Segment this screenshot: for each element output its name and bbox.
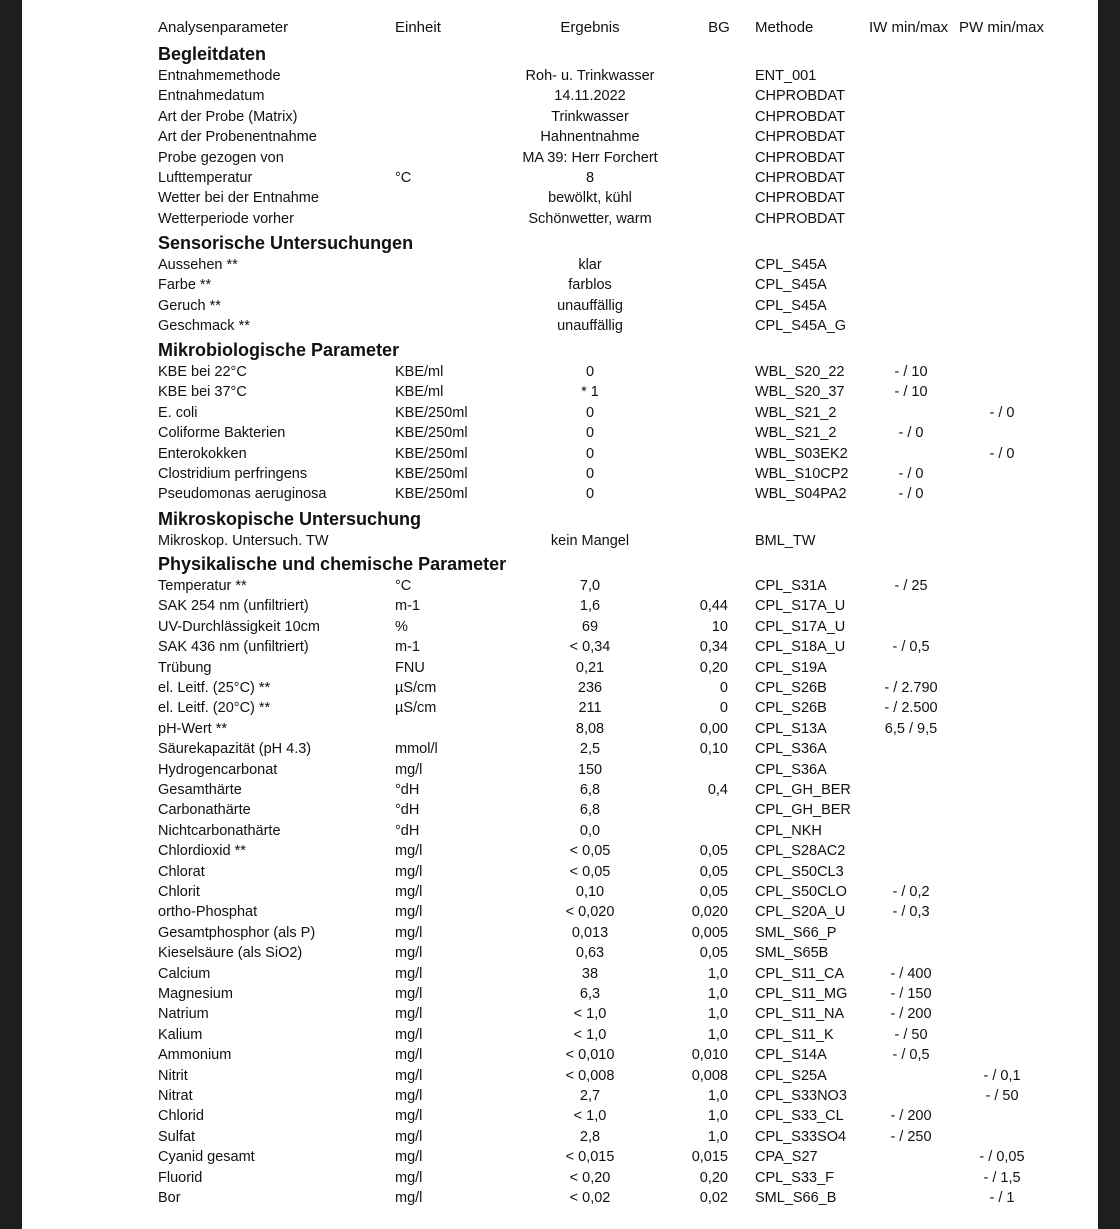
cell-result: < 0,20 [569, 1170, 611, 1186]
cell-result: Roh- u. Trinkwasser [525, 68, 655, 84]
section-title: Mikrobiologische Parameter [158, 340, 400, 360]
cell-result: bewölkt, kühl [548, 190, 632, 206]
cell-method: CPL_S17A_U [755, 619, 846, 635]
cell-iw: - / 400 [890, 966, 932, 982]
cell-parameter: Ammonium [158, 1047, 232, 1063]
header-pw: PW min/max [959, 19, 1045, 36]
cell-unit: mg/l [395, 1047, 423, 1063]
cell-parameter: Geruch ** [158, 298, 221, 314]
cell-result: kein Mangel [550, 533, 630, 549]
cell-iw: - / 10 [894, 364, 928, 380]
cell-method: CHPROBDAT [755, 109, 845, 125]
cell-result: MA 39: Herr Forchert [522, 150, 658, 166]
cell-parameter: SAK 254 nm (unfiltriert) [158, 598, 309, 614]
cell-method: CPL_S31A [755, 578, 827, 594]
cell-iw: - / 0,5 [892, 639, 930, 655]
cell-unit: mg/l [395, 1129, 423, 1145]
cell-method: CPL_S28AC2 [755, 843, 846, 859]
cell-iw: - / 0 [898, 425, 924, 441]
cell-bg: 1,0 [707, 1088, 728, 1104]
cell-parameter: Pseudomonas aeruginosa [158, 486, 327, 502]
cell-result: 2,8 [579, 1129, 601, 1145]
cell-method: CPL_S36A [755, 762, 827, 778]
cell-method: WBL_S21_2 [755, 405, 837, 421]
section-title: Physikalische und chemische Parameter [158, 554, 507, 574]
cell-parameter: Trübung [158, 660, 212, 676]
cell-parameter: Hydrogencarbonat [158, 762, 278, 778]
cell-method: CPL_S36A [755, 741, 827, 757]
cell-unit: m-1 [395, 639, 420, 655]
cell-iw: - / 10 [894, 384, 928, 400]
cell-bg: 0,20 [699, 1170, 728, 1186]
cell-unit: KBE/250ml [395, 425, 468, 441]
cell-parameter: el. Leitf. (25°C) ** [158, 680, 271, 696]
cell-parameter: Natrium [158, 1006, 209, 1022]
cell-result: 0,63 [575, 945, 605, 961]
cell-result: 0,10 [575, 884, 605, 900]
cell-parameter: Sulfat [158, 1129, 196, 1145]
cell-method: CPL_S50CLO [755, 884, 847, 900]
cell-parameter: Temperatur ** [158, 578, 247, 594]
cell-method: SML_S66_P [755, 925, 837, 941]
cell-pw: - / 1 [989, 1190, 1015, 1206]
cell-method: CPL_S11_CA [755, 966, 845, 982]
cell-parameter: pH-Wert ** [158, 721, 228, 737]
cell-unit: mmol/l [395, 741, 438, 757]
cell-result: < 1,0 [573, 1027, 607, 1043]
cell-bg: 0,020 [691, 904, 728, 920]
cell-bg: 1,0 [707, 1108, 728, 1124]
cell-result: unauffällig [557, 318, 623, 334]
cell-unit: mg/l [395, 945, 423, 961]
cell-method: CPL_S20A_U [755, 904, 846, 920]
cell-pw: - / 0,05 [979, 1149, 1025, 1165]
cell-method: CPL_S45A_G [755, 318, 847, 334]
cell-parameter: Magnesium [158, 986, 233, 1002]
cell-unit: FNU [395, 660, 425, 676]
cell-method: CPL_S45A [755, 277, 827, 293]
cell-method: CPL_GH_BER [755, 782, 851, 798]
cell-unit: mg/l [395, 1108, 423, 1124]
header-method: Methode [755, 19, 814, 36]
cell-method: CPL_S45A [755, 257, 827, 273]
cell-unit: mg/l [395, 904, 423, 920]
cell-bg: 0,015 [691, 1149, 728, 1165]
cell-method: CPL_NKH [755, 823, 822, 839]
cell-result: 0 [585, 425, 595, 441]
cell-method: CPL_S50CL3 [755, 864, 844, 880]
header-unit: Einheit [395, 19, 441, 36]
cell-bg: 0,05 [699, 843, 728, 859]
cell-bg: 0,05 [699, 884, 728, 900]
cell-result: 1,6 [579, 598, 601, 614]
cell-unit: mg/l [395, 1006, 423, 1022]
cell-parameter: Farbe ** [158, 277, 212, 293]
cell-parameter: Lufttemperatur [158, 170, 253, 186]
cell-parameter: Chlorat [158, 864, 205, 880]
cell-method: CPL_S33_F [755, 1170, 834, 1186]
cell-result: 236 [577, 680, 603, 696]
cell-result: 14.11.2022 [554, 88, 626, 104]
cell-result: 0 [585, 405, 595, 421]
cell-result: 0 [585, 466, 595, 482]
cell-unit: KBE/250ml [395, 466, 468, 482]
cell-parameter: Gesamtphosphor (als P) [158, 925, 316, 941]
cell-iw: - / 2.500 [884, 700, 938, 716]
cell-parameter: Nitrit [158, 1068, 188, 1084]
cell-result: 0 [585, 364, 595, 380]
cell-unit: mg/l [395, 864, 423, 880]
cell-iw: - / 0,5 [892, 1047, 930, 1063]
cell-parameter: Calcium [158, 966, 211, 982]
cell-unit: mg/l [395, 1190, 423, 1206]
cell-parameter: Carbonathärte [158, 802, 251, 818]
cell-bg: 0,4 [707, 782, 728, 798]
cell-bg: 0,008 [691, 1068, 728, 1084]
cell-result: < 0,008 [565, 1068, 615, 1084]
cell-parameter: el. Leitf. (20°C) ** [158, 700, 271, 716]
cell-result: 0 [585, 486, 595, 502]
cell-unit: µS/cm [395, 700, 437, 716]
cell-bg: 1,0 [707, 1027, 728, 1043]
cell-unit: mg/l [395, 1170, 423, 1186]
cell-method: CHPROBDAT [755, 88, 845, 104]
cell-bg: 0,05 [699, 864, 728, 880]
cell-result: 38 [581, 966, 599, 982]
cell-method: WBL_S04PA2 [755, 486, 847, 502]
cell-parameter: Mikroskop. Untersuch. TW [158, 533, 329, 549]
cell-result: < 0,010 [565, 1047, 615, 1063]
cell-parameter: Geschmack ** [158, 318, 250, 334]
cell-method: CPL_S11_MG [755, 986, 848, 1002]
cell-parameter: Probe gezogen von [158, 150, 284, 166]
cell-iw: - / 0,3 [892, 904, 930, 920]
cell-method: ENT_001 [755, 68, 817, 84]
cell-parameter: Aussehen ** [158, 257, 238, 273]
cell-result: 150 [577, 762, 603, 778]
cell-result: klar [578, 257, 602, 273]
cell-unit: KBE/250ml [395, 405, 468, 421]
cell-parameter: Kieselsäure (als SiO2) [158, 945, 303, 961]
cell-bg: 0,20 [699, 660, 728, 676]
cell-bg: 10 [711, 619, 728, 635]
cell-result: * 1 [581, 384, 599, 400]
cell-bg: 0,44 [699, 598, 728, 614]
cell-parameter: Chlorid [158, 1108, 204, 1124]
cell-unit: mg/l [395, 1149, 423, 1165]
cell-unit: °C [395, 170, 412, 186]
cell-unit: % [395, 619, 408, 635]
cell-method: CPL_S33SO4 [755, 1129, 847, 1145]
cell-parameter: Art der Probenentnahme [158, 129, 317, 145]
cell-result: 6,8 [579, 802, 601, 818]
cell-result: < 0,05 [569, 864, 611, 880]
cell-parameter: Entnahmemethode [158, 68, 281, 84]
cell-method: SML_S66_B [755, 1190, 837, 1206]
cell-iw: 6,5 / 9,5 [884, 721, 938, 737]
cell-unit: mg/l [395, 843, 423, 859]
cell-parameter: Fluorid [158, 1170, 203, 1186]
cell-iw: - / 0 [898, 466, 924, 482]
cell-unit: mg/l [395, 762, 423, 778]
cell-unit: mg/l [395, 986, 423, 1002]
header-bg: BG [708, 19, 730, 36]
cell-iw: - / 25 [894, 578, 928, 594]
cell-result: Schönwetter, warm [528, 211, 652, 227]
cell-parameter: Cyanid gesamt [158, 1149, 255, 1165]
cell-method: WBL_S10CP2 [755, 466, 849, 482]
cell-bg: 1,0 [707, 966, 728, 982]
cell-result: 6,3 [579, 986, 601, 1002]
cell-method: CHPROBDAT [755, 170, 845, 186]
cell-result: 69 [581, 619, 599, 635]
cell-bg: 1,0 [707, 1129, 728, 1145]
cell-result: < 0,020 [565, 904, 615, 920]
cell-unit: KBE/ml [395, 364, 444, 380]
cell-method: CPL_GH_BER [755, 802, 851, 818]
cell-parameter: Nichtcarbonathärte [158, 823, 281, 839]
cell-method: WBL_S21_2 [755, 425, 837, 441]
cell-pw: - / 1,5 [983, 1170, 1021, 1186]
cell-result: < 0,34 [569, 639, 611, 655]
cell-parameter: Wetter bei der Entnahme [158, 190, 319, 206]
cell-bg: 0,02 [699, 1190, 728, 1206]
cell-result: farblos [568, 277, 612, 293]
cell-iw: - / 0 [898, 486, 924, 502]
section-title: Sensorische Untersuchungen [158, 233, 414, 253]
cell-method: BML_TW [755, 533, 816, 549]
cell-parameter: Coliforme Bakterien [158, 425, 286, 441]
cell-parameter: UV-Durchlässigkeit 10cm [158, 619, 320, 635]
cell-result: Hahnentnahme [540, 129, 640, 145]
cell-result: 0 [585, 446, 595, 462]
cell-parameter: Art der Probe (Matrix) [158, 109, 298, 125]
cell-parameter: Entnahmedatum [158, 88, 265, 104]
cell-result: 0,013 [571, 925, 609, 941]
cell-method: CPL_S45A [755, 298, 827, 314]
cell-result: 7,0 [579, 578, 601, 594]
section-title: Begleitdaten [158, 44, 267, 64]
cell-pw: - / 0 [989, 405, 1015, 421]
cell-parameter: Wetterperiode vorher [158, 211, 294, 227]
cell-unit: mg/l [395, 1027, 423, 1043]
cell-unit: KBE/ml [395, 384, 444, 400]
cell-bg: 0 [719, 680, 728, 696]
cell-parameter: Chlordioxid ** [158, 843, 246, 859]
report-page [22, 0, 1098, 1229]
cell-iw: - / 200 [890, 1108, 932, 1124]
cell-method: CPL_S13A [755, 721, 827, 737]
cell-bg: 0 [719, 700, 728, 716]
cell-bg: 0,010 [691, 1047, 728, 1063]
cell-unit: mg/l [395, 966, 423, 982]
cell-pw: - / 0,1 [983, 1068, 1021, 1084]
cell-result: unauffällig [557, 298, 623, 314]
cell-result: 2,5 [579, 741, 601, 757]
cell-unit: KBE/250ml [395, 446, 468, 462]
cell-method: CPA_S27 [755, 1149, 818, 1165]
cell-result: 211 [578, 700, 602, 716]
header-result: Ergebnis [560, 19, 620, 36]
cell-parameter: KBE bei 37°C [158, 384, 247, 400]
cell-parameter: Nitrat [158, 1088, 193, 1104]
cell-method: CPL_S26B [755, 680, 827, 696]
cell-result: 8 [585, 170, 595, 186]
cell-result: < 1,0 [573, 1006, 607, 1022]
header-parameter: Analysenparameter [158, 19, 289, 36]
cell-method: CHPROBDAT [755, 129, 845, 145]
cell-unit: °dH [395, 782, 420, 798]
cell-result: Trinkwasser [551, 109, 629, 125]
cell-unit: µS/cm [395, 680, 437, 696]
cell-result: < 0,02 [569, 1190, 611, 1206]
cell-parameter: ortho-Phosphat [158, 904, 258, 920]
cell-result: 6,8 [579, 782, 601, 798]
cell-parameter: SAK 436 nm (unfiltriert) [158, 639, 309, 655]
cell-method: SML_S65B [755, 945, 829, 961]
cell-unit: mg/l [395, 1088, 423, 1104]
cell-iw: - / 2.790 [884, 680, 938, 696]
cell-parameter: Säurekapazität (pH 4.3) [158, 741, 312, 757]
cell-iw: - / 150 [890, 986, 932, 1002]
cell-method: CPL_S33NO3 [755, 1088, 847, 1104]
cell-bg: 1,0 [707, 986, 728, 1002]
cell-pw: - / 50 [985, 1088, 1019, 1104]
cell-unit: mg/l [395, 925, 423, 941]
cell-iw: - / 50 [894, 1027, 928, 1043]
cell-bg: 1,0 [707, 1006, 728, 1022]
cell-parameter: Gesamthärte [158, 782, 242, 798]
cell-result: 8,08 [575, 721, 605, 737]
cell-unit: °dH [395, 802, 420, 818]
cell-method: WBL_S03EK2 [755, 446, 848, 462]
cell-parameter: Clostridium perfringens [158, 466, 308, 482]
cell-bg: 0,05 [699, 945, 728, 961]
cell-iw: - / 250 [890, 1129, 932, 1145]
cell-method: CPL_S19A [755, 660, 827, 676]
cell-parameter: Kalium [158, 1027, 203, 1043]
cell-method: CPL_S33_CL [755, 1108, 844, 1124]
cell-parameter: E. coli [158, 405, 198, 421]
cell-bg: 0,10 [699, 741, 728, 757]
cell-result: < 0,05 [569, 843, 611, 859]
cell-iw: - / 0,2 [892, 884, 930, 900]
cell-method: CPL_S11_NA [755, 1006, 845, 1022]
cell-unit: °C [395, 578, 412, 594]
cell-parameter: Enterokokken [158, 446, 247, 462]
cell-method: CHPROBDAT [755, 211, 845, 227]
cell-method: CPL_S26B [755, 700, 827, 716]
cell-method: CPL_S25A [755, 1068, 827, 1084]
cell-parameter: KBE bei 22°C [158, 364, 247, 380]
cell-bg: 0,34 [699, 639, 728, 655]
cell-method: CPL_S14A [755, 1047, 827, 1063]
cell-method: CHPROBDAT [755, 150, 845, 166]
cell-result: < 1,0 [573, 1108, 607, 1124]
cell-result: 2,7 [579, 1088, 601, 1104]
cell-unit: KBE/250ml [395, 486, 468, 502]
cell-method: CPL_S11_K [755, 1027, 834, 1043]
cell-iw: - / 200 [890, 1006, 932, 1022]
cell-method: WBL_S20_22 [755, 364, 845, 380]
cell-bg: 0,00 [699, 721, 728, 737]
cell-result: < 0,015 [565, 1149, 615, 1165]
cell-method: CPL_S17A_U [755, 598, 846, 614]
cell-unit: °dH [395, 823, 420, 839]
cell-method: WBL_S20_37 [755, 384, 845, 400]
cell-pw: - / 0 [989, 446, 1015, 462]
header-iw: IW min/max [869, 19, 949, 36]
cell-bg: 0,005 [691, 925, 728, 941]
cell-parameter: Bor [158, 1190, 181, 1206]
cell-parameter: Chlorit [158, 884, 200, 900]
cell-unit: mg/l [395, 884, 423, 900]
cell-method: CPL_S18A_U [755, 639, 846, 655]
cell-unit: mg/l [395, 1068, 423, 1084]
cell-unit: m-1 [395, 598, 420, 614]
cell-result: 0,0 [579, 823, 601, 839]
section-title: Mikroskopische Untersuchung [158, 509, 422, 529]
cell-result: 0,21 [575, 660, 605, 676]
cell-method: CHPROBDAT [755, 190, 845, 206]
